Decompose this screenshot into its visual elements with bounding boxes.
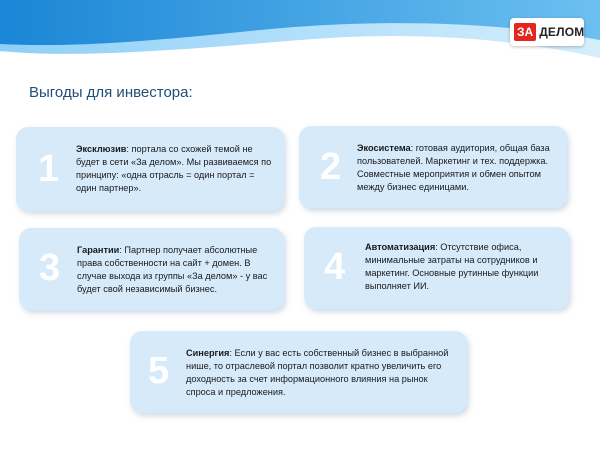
benefit-card-1 [16, 127, 284, 211]
card-heading: Гарантии [77, 245, 120, 255]
logo-mark: ЗА [514, 23, 536, 41]
card-text [357, 142, 557, 194]
card-text [186, 347, 450, 399]
card-body: : Отсутствие офиса, минимальные затраты на сотрудников и маркетинг. Основные рутинные функции выполняет ИИ. [365, 242, 539, 291]
card-body: : Если у вас есть собственный бизнес в выбранной нише, то отраслевой портал позволит кратно увеличить его доходность за счет информационного влияния на рынок спроса и предложения. [186, 348, 449, 397]
card-text [76, 143, 272, 195]
logo-text: ДЕЛОМ [539, 25, 585, 39]
card-text [77, 244, 273, 296]
benefit-card-2 [299, 126, 567, 208]
card-text [365, 241, 557, 293]
benefit-card-3 [19, 228, 284, 310]
card-body: : Партнер получает абсолютные права собственности на сайт + домен. В случае выхода из группы «За делом» - у вас будет свой независимый бизнес. [77, 245, 268, 294]
card-number: 3 [39, 247, 61, 289]
card-number: 1 [38, 148, 60, 190]
card-body: : портала со схожей темой не будет в сети «За делом». Мы развиваемся по принципу: «одна отрасль = один портал = один партнер». [76, 144, 272, 193]
card-heading: Экосистема [357, 143, 411, 153]
card-number: 2 [320, 146, 342, 188]
card-body: : готовая аудитория, общая база пользователей. Маркетинг и тех. поддержка. Совместные мероприятия и обмен опытом между бизнес единицами. [357, 143, 550, 192]
page-title: Выгоды для инвестора: [29, 84, 193, 101]
card-number: 5 [148, 350, 170, 392]
card-heading: Синергия [186, 348, 230, 358]
benefit-card-4 [304, 227, 569, 309]
card-heading: Эксклюзив [76, 144, 127, 154]
card-heading: Автоматизация [365, 242, 436, 252]
card-number: 4 [324, 246, 346, 288]
brand-logo[interactable] [510, 18, 584, 46]
benefit-card-5 [130, 331, 467, 413]
